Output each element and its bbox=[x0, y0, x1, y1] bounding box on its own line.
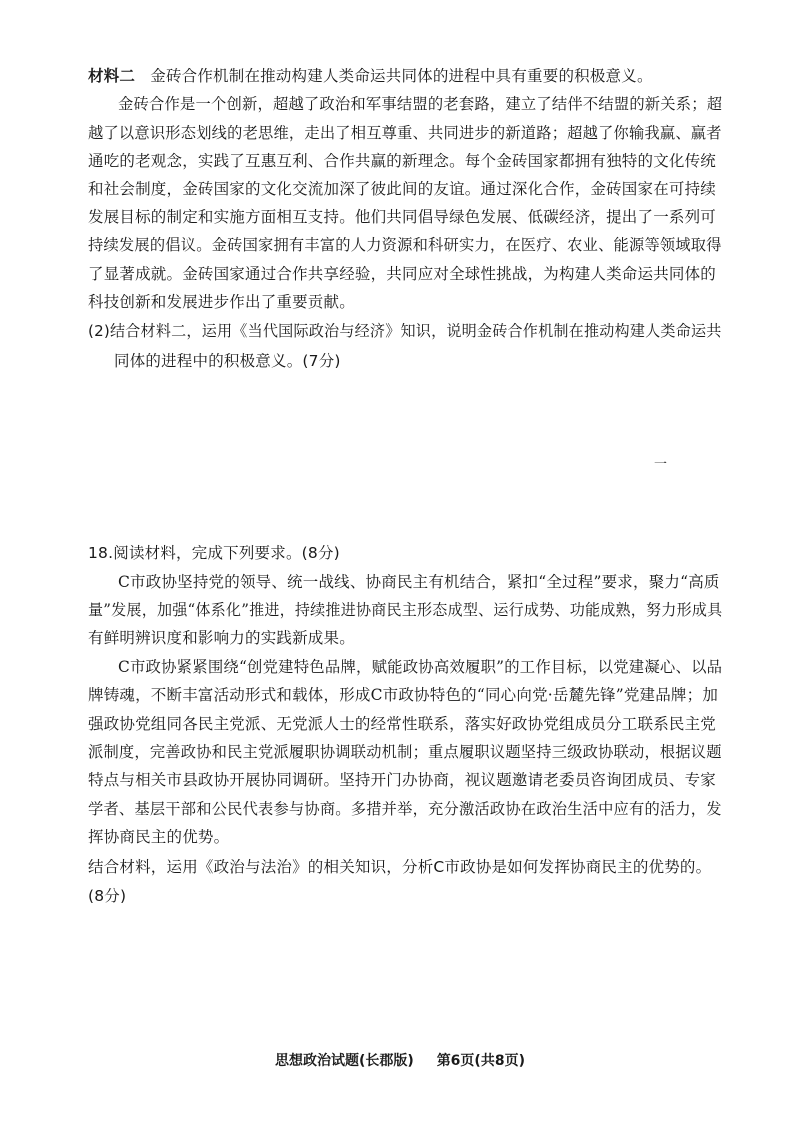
footer-title: 思想政治试题(长郡版) bbox=[275, 1053, 414, 1069]
material2-line: 通吃的老观念，实践了互惠互利、合作共赢的新理念。每个金砖国家都拥有独特的文化传统 bbox=[88, 152, 717, 170]
q18-para2-line: 强政协党组同各民主党派、无党派人士的经常性联系，落实好政协党组成员分工联系民主党 bbox=[88, 715, 717, 733]
material2-label: 材料二 bbox=[88, 67, 136, 85]
material2-line: 金砖合作是一个创新，超越了政治和军事结盟的老套路，建立了结伴不结盟的新关系；超 bbox=[118, 95, 723, 113]
q18-question-line: 结合材料，运用《政治与法治》的相关知识，分析C市政协是如何发挥协商民主的优势的。 bbox=[88, 858, 712, 876]
q18-para2-line: 牌铸魂，不断丰富活动形式和载体，形成C市政协特色的“同心向党·岳麓先锋”党建品牌；加 bbox=[88, 686, 719, 704]
material2-heading: 金砖合作机制在推动构建人类命运共同体的进程中具有重要的积极意义。 bbox=[150, 67, 653, 85]
question-2-line: 同体的进程中的积极意义。(7分) bbox=[114, 352, 341, 370]
material2-line: 科技创新和发展进步作出了重要贡献。 bbox=[88, 293, 355, 311]
question-18-prompt: 18.阅读材料，完成下列要求。(8分) bbox=[88, 544, 340, 562]
footer-page-number: 第6页(共8页) bbox=[436, 1053, 525, 1069]
question-2-line: (2)结合材料二，运用《当代国际政治与经济》知识，说明金砖合作机制在推动构建人类命运共 bbox=[88, 322, 722, 340]
material2-line: 越了以意识形态划线的老思维，走出了相互尊重、共同进步的新道路；超越了你输我赢、赢者 bbox=[88, 124, 722, 142]
q18-para2-line: 特点与相关市县政协开展协同调研。坚持开门办协商，视议题邀请老委员咨询团成员、专家 bbox=[88, 771, 717, 789]
q18-para2-line: C市政协紧紧围绕“创党建特色品牌，赋能政协高效履职”的工作目标，以党建凝心、以品 bbox=[118, 658, 723, 676]
q18-para1-line: 有鲜明辨识度和影响力的实践新成果。 bbox=[88, 629, 355, 647]
page-footer bbox=[0, 1050, 800, 1070]
q18-para1-line: 量”发展，加强“体系化”推进，持续推进协商民主形态成型、运行成势、功能成熟，努力形成具 bbox=[88, 601, 723, 619]
q18-para2-line: 挥协商民主的优势。 bbox=[88, 828, 230, 846]
material2-heading-line bbox=[88, 66, 653, 86]
material2-line: 和社会制度，金砖国家的文化交流加深了彼此间的友谊。通过深化合作，金砖国家在可持续 bbox=[88, 180, 717, 198]
material2-line: 持续发展的倡议。金砖国家拥有丰富的人力资源和科研实力，在医疗、农业、能源等领域取得 bbox=[88, 236, 722, 254]
q18-para2-line: 派制度，完善政协和民主党派履职协调联动机制；重点履职议题坚持三级政协联动，根据议题 bbox=[88, 743, 722, 761]
q18-para2-line: 学者、基层干部和公民代表参与协商。多措并举，充分激活政协在政治生活中应有的活力，发 bbox=[88, 800, 722, 818]
material2-line: 了显著成就。金砖国家通过合作共享经验，共同应对全球性挑战，为构建人类命运共同体的 bbox=[88, 265, 717, 283]
material2-line: 发展目标的制定和实施方面相互支持。他们共同倡导绿色发展、低碳经济，提出了一系列可 bbox=[88, 208, 717, 226]
q18-para1-line: C市政协坚持党的领导、统一战线、协商民主有机结合，紧扣“全过程”要求，聚力“高质 bbox=[118, 573, 720, 591]
stray-dash-mark: 一 bbox=[654, 457, 668, 472]
q18-question-line: (8分) bbox=[88, 887, 127, 905]
